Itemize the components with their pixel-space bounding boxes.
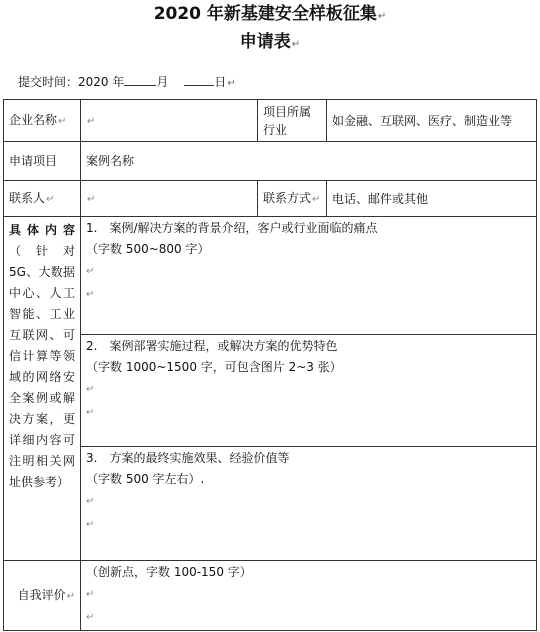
paragraph-mark-icon: ↵ [86,266,95,277]
details-row-1 [4,217,537,335]
submit-time-line [18,72,236,93]
section-3-title: 3. 方案的最终实施效果、经验价值等 [86,451,290,465]
self-eval-hint: （创新点，字数 100-150 字） [86,565,252,579]
details-row-3 [4,447,537,561]
paragraph-mark-icon: ↵ [86,496,95,507]
paragraph-mark-icon: ↵ [86,519,95,530]
contact-method-value-cell[interactable]: 电话、邮件或其他 [327,181,537,217]
section-2-title: 2. 案例部署实施过程，或解决方案的优势特色 [86,339,338,353]
contact-label-cell: 联系人↵ [4,181,81,217]
project-value-cell[interactable]: 案例名称 [81,142,537,181]
paragraph-mark-icon: ↵ [86,612,95,623]
day-blank[interactable] [184,72,214,86]
details-note: （针对 5G、大数据中心、人工智能、工业互联网、可信计算等领域的网络安全案例或解决方案，更详细内容可注明相关网址供参考） [9,244,75,489]
contact-row [4,181,537,217]
details-label-cell [4,217,81,561]
subtitle-text: 申请表 [239,32,291,52]
paragraph-mark-icon: ↵ [86,384,95,395]
self-eval-value-cell[interactable] [81,561,537,631]
application-form-table [3,99,537,631]
day-label: 日 [214,75,227,89]
paragraph-mark-icon: ↵ [87,115,96,127]
company-label-cell: 企业名称↵ [4,100,81,142]
form-subtitle [0,31,540,56]
paragraph-mark-icon: ↵ [377,11,387,22]
self-eval-row [4,561,537,631]
paragraph-mark-icon: ↵ [86,589,95,600]
section-1-title: 1. 案例/解决方案的背景介绍，客户或行业面临的痛点 [86,221,378,235]
section-2-hint: （字数 1000~1500 字，可包含图片 2~3 张） [86,360,342,374]
industry-value-cell[interactable]: 如金融、互联网、医疗、制造业等 [327,100,537,142]
section-1-hint: （字数 500~800 字） [86,242,210,256]
paragraph-mark-icon: ↵ [66,590,75,602]
form-title [0,3,540,28]
company-value-cell[interactable] [81,100,258,142]
month-label: 月 [156,75,169,89]
paragraph-mark-icon: ↵ [291,39,301,50]
project-row [4,142,537,181]
details-row-2 [4,335,537,447]
submit-time-label: 提交时间：2020 年 [18,75,125,89]
section-3-hint: （字数 500 字左右）. [86,472,205,486]
paragraph-mark-icon: ↵ [86,289,95,300]
paragraph-mark-icon: ↵ [87,193,96,205]
title-text: 2020 年新基建安全样板征集 [153,4,377,24]
paragraph-mark-icon: ↵ [312,193,321,205]
section-2-cell[interactable] [81,335,537,447]
month-blank[interactable] [124,72,156,86]
contact-method-label-cell: 联系方式↵ [258,181,327,217]
paragraph-mark-icon: ↵ [58,115,67,127]
section-1-cell[interactable] [81,217,537,335]
paragraph-mark-icon: ↵ [227,78,236,89]
section-3-cell[interactable] [81,447,537,561]
contact-value-cell[interactable] [81,181,258,217]
self-eval-label-cell: 自我评价↵ [4,561,81,631]
paragraph-mark-icon: ↵ [86,407,95,418]
industry-label-cell: 项目所属行业 [258,100,327,142]
paragraph-mark-icon: ↵ [46,193,55,205]
project-label-cell: 申请项目 [4,142,81,181]
details-label: 具体内容 [9,223,75,237]
company-row [4,100,537,142]
